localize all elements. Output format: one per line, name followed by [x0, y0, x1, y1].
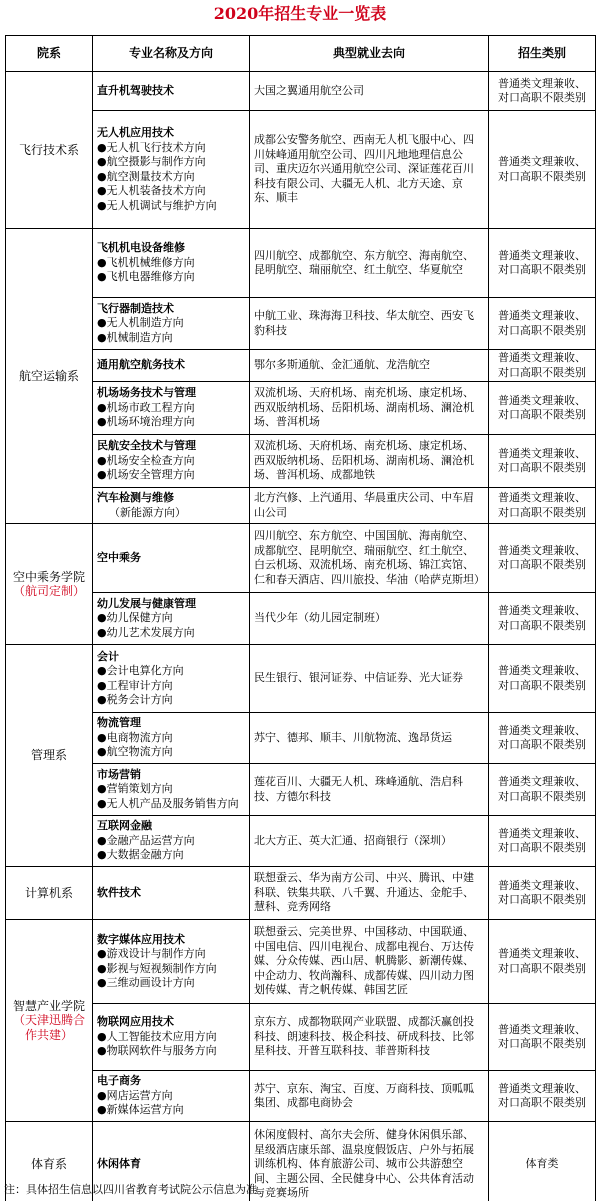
category-line: 对口高职不限类别: [498, 91, 586, 104]
category-line: 对口高职不限类别: [498, 961, 586, 975]
category-line: 普通类文理兼收、: [498, 446, 586, 460]
category-line: 普通类文理兼收、: [498, 723, 586, 737]
table-row: [6, 645, 596, 713]
category-line: 普通类文理兼收、: [498, 947, 586, 960]
jobs-cell: 休闲度假村、高尔夫会所、健身休闲俱乐部、星级酒店康乐部、温泉度假饭店、户外与拓展训练机构、体育旅游公司、城市公共游憩空间、主题公园、全民健身中心、公共体育活动与竞赛场所: [250, 1122, 489, 1201]
category-cell: [489, 435, 596, 488]
major-direction: ● 网店运营方向: [97, 1089, 245, 1104]
category-line: 对口高职不限类别: [498, 365, 586, 379]
category-line: 对口高职不限类别: [498, 461, 586, 474]
category-line: 普通类文理兼收、: [498, 155, 586, 168]
table-row: [6, 72, 596, 111]
major-name: 飞机机电设备维修: [97, 241, 185, 255]
major-direction: ● 幼儿艺术发展方向: [97, 626, 245, 641]
major-direction: ● 影视与短视频制作方向: [97, 962, 245, 977]
category-line: 普通类文理兼收、: [498, 76, 586, 90]
major-name: 互联网金融: [97, 819, 152, 833]
major-direction: ● 大数据金融方向: [97, 848, 245, 863]
major-direction: ● 机场安全管理方向: [97, 468, 245, 483]
category-line: 对口高职不限类别: [498, 618, 586, 632]
category-cell: [489, 72, 596, 111]
header-jobs: 典型就业去向: [250, 36, 489, 72]
major-cell: [93, 382, 250, 435]
major-direction: ● 无人机产品及服务销售方向: [97, 797, 245, 812]
enrollment-table: [5, 35, 596, 1201]
jobs-cell: 中航工业、珠海海卫科技、华太航空、西安飞豹科技: [250, 298, 489, 350]
category-cell: [489, 1071, 596, 1122]
major-direction: ● 金融产品运营方向: [97, 834, 245, 849]
major-direction: ● 航空测量技术方向: [97, 170, 245, 185]
jobs-cell: 当代少年（幼儿园定制班）: [250, 593, 489, 645]
major-name: 无人机应用技术: [97, 126, 174, 139]
table-row: [6, 524, 596, 593]
major-direction: ● 无人机装备技术方向: [97, 184, 245, 199]
category-line: 普通类文理兼收、: [498, 248, 586, 262]
table-body: [6, 72, 596, 1201]
major-direction: ● 机场环境治理方向: [97, 415, 245, 430]
major-direction: ● 幼儿保健方向: [97, 611, 245, 626]
footnote: 注：具体招生信息以四川省教育考试院公示信息为准。: [4, 1183, 268, 1196]
department-note: （航司定制）: [12, 584, 85, 598]
category-cell: [489, 229, 596, 298]
major-cell: [93, 1004, 250, 1071]
major-cell: [93, 645, 250, 713]
major-cell: [93, 867, 250, 920]
table-row: [6, 593, 596, 645]
department-name: 空中乘务学院: [12, 569, 85, 584]
page-title: 2020年招生专业一览表: [213, 4, 387, 23]
jobs-cell: 苏宁、德邦、顺丰、川航物流、逸昂货运: [250, 713, 489, 764]
department-cell: [6, 867, 93, 920]
jobs-cell: 双流机场、天府机场、南充机场、康定机场、西双版纳机场、岳阳机场、湖南机场、澜沧机场、普洱机场: [250, 382, 489, 435]
table-row: [6, 1071, 596, 1122]
category-cell: [489, 764, 596, 816]
department-cell: [6, 72, 93, 229]
table-row: [6, 713, 596, 764]
major-name: 汽车检测与维修: [97, 491, 174, 504]
category-line: 普通类文理兼收、: [498, 664, 586, 677]
major-direction: ● 无人机制造方向: [97, 316, 245, 331]
jobs-cell: 京东方、成都物联网产业联盟、成都沃赢创投科技、朗速科技、极企科技、研成科技、比邻星科技、开普互联科技、菲普斯科技: [250, 1004, 489, 1071]
major-direction: ● 税务会计方向: [97, 693, 245, 708]
major-direction: ● 三维动画设计方向: [97, 976, 245, 991]
table-row: [6, 1004, 596, 1071]
category-line: 普通类文理兼收、: [498, 1022, 586, 1036]
category-cell: [489, 524, 596, 593]
category-line: 普通类文理兼收、: [498, 543, 586, 557]
category-line: 对口高职不限类别: [498, 678, 586, 692]
major-direction: ● 游戏设计与制作方向: [97, 947, 245, 962]
jobs-cell: 北大方正、英大汇通、招商银行（深圳）: [250, 816, 489, 867]
major-cell: [93, 350, 250, 382]
category-cell: [489, 488, 596, 524]
category-line: 普通类文理兼收、: [498, 826, 586, 840]
table-row: [6, 229, 596, 298]
category-cell: [489, 867, 596, 920]
major-cell: [93, 435, 250, 488]
category-line: 对口高职不限类别: [498, 738, 586, 751]
major-direction-note: （新能源方向）: [109, 505, 186, 519]
department-name: 航空运输系: [18, 368, 79, 383]
table-row: [6, 488, 596, 524]
table-header-row: [6, 36, 596, 72]
category-line: 普通类文理兼收、: [498, 491, 586, 504]
major-cell: [93, 488, 250, 524]
major-direction: ● 人工智能技术应用方向: [97, 1030, 245, 1045]
table-row: [6, 350, 596, 382]
major-direction: ● 飞机电器维修方向: [97, 270, 245, 285]
major-name: 直升机驾驶技术: [97, 83, 174, 97]
major-direction: ● 电商物流方向: [97, 731, 245, 746]
category-line: 对口高职不限类别: [498, 893, 586, 906]
category-line: 对口高职不限类别: [498, 558, 586, 571]
major-direction: ● 航空摄影与制作方向: [97, 155, 245, 170]
department-name: 计算机系: [24, 885, 73, 900]
table-row: [6, 816, 596, 867]
department-note: （天津迅腾合作共建）: [12, 1013, 85, 1042]
jobs-cell: 四川航空、成都航空、东方航空、海南航空、昆明航空、瑞丽航空、红土航空、华夏航空: [250, 229, 489, 298]
major-name: 电子商务: [97, 1074, 141, 1088]
major-name: 软件技术: [97, 885, 141, 899]
major-direction: ● 工程审计方向: [97, 679, 245, 694]
major-cell: [93, 72, 250, 111]
category-line: 对口高职不限类别: [498, 323, 586, 337]
major-name: 幼儿发展与健康管理: [97, 596, 196, 610]
category-line: 对口高职不限类别: [498, 263, 586, 276]
category-line: 对口高职不限类别: [498, 841, 586, 854]
major-name: 物流管理: [97, 716, 141, 730]
table-row: [6, 920, 596, 1004]
header-major: 专业名称及方向: [93, 36, 250, 72]
department-name: 智慧产业学院: [12, 998, 85, 1013]
category-line: 普通类文理兼收、: [498, 351, 586, 364]
category-line: 普通类文理兼收、: [498, 393, 586, 407]
category-line: 对口高职不限类别: [498, 1037, 586, 1050]
major-name: 休闲体育: [97, 1157, 141, 1171]
major-name: 市场营销: [97, 767, 141, 781]
jobs-cell: 北方汽修、上汽通用、华晨重庆公司、中车眉山公司: [250, 488, 489, 524]
department-cell: [6, 645, 93, 867]
category-line: 对口高职不限类别: [498, 1096, 586, 1109]
major-direction: ● 机场安全检查方向: [97, 454, 245, 469]
jobs-cell: 联想蚕云、完美世界、中国移动、中国联通、中国电信、四川电视台、成都电视台、万达传媒、分众传媒、西山居、帆腾影、新潮传媒、中企动力、牧尚瀚科、成都传媒、四川动力图划传媒、青之帆传媒、韩国艺匠: [250, 920, 489, 1004]
major-cell: [93, 1071, 250, 1122]
category-cell: [489, 111, 596, 229]
category-cell: [489, 382, 596, 435]
category-cell: [489, 350, 596, 382]
jobs-cell: 民生银行、银河证券、中信证券、光大证券: [250, 645, 489, 713]
category-line: 对口高职不限类别: [498, 408, 586, 421]
major-cell: [93, 298, 250, 350]
major-direction: ● 新媒体运营方向: [97, 1103, 245, 1118]
category-line: 普通类文理兼收、: [498, 309, 586, 322]
major-direction: ● 营销策划方向: [97, 782, 245, 797]
category-line: 普通类文理兼收、: [498, 1081, 586, 1095]
major-name: 通用航空航务技术: [97, 358, 185, 372]
major-cell: [93, 920, 250, 1004]
major-cell: [93, 111, 250, 229]
table-row: [6, 867, 596, 920]
jobs-cell: 成都公安警务航空、西南无人机飞服中心、四川妹峰通用航空公司、四川凡地地理信息公司、重庆迈尔兴通用航空公司、深证莲花百川科技有限公司、大疆无人机、北方天途、京东、顺丰: [250, 111, 489, 229]
header-department: 院系: [6, 36, 93, 72]
major-cell: [93, 593, 250, 645]
jobs-cell: 联想蚕云、华为南方公司、中兴、腾讯、中建科联、铁集共联、八千翼、升通达、金舵手、慧科、竞秀网络: [250, 867, 489, 920]
table-row: [6, 382, 596, 435]
jobs-cell: 双流机场、天府机场、南充机场、康定机场、西双版纳机场、岳阳机场、湖南机场、澜沧机场、普洱机场、成都地铁: [250, 435, 489, 488]
major-direction: ● 会计电算化方向: [97, 664, 245, 679]
department-cell: [6, 524, 93, 645]
category-cell: [489, 1004, 596, 1071]
major-name: 物联网应用技术: [97, 1015, 174, 1029]
major-name: 机场场务技术与管理: [97, 386, 196, 400]
department-name: 体育系: [30, 1157, 67, 1172]
category-cell: [489, 816, 596, 867]
major-name: 飞行器制造技术: [97, 301, 174, 315]
jobs-cell: 四川航空、东方航空、中国国航、海南航空、成都航空、昆明航空、瑞丽航空、红土航空、白云机场、双流机场、南充机场、锦江宾馆、仁和春天酒店、四川旅投、华油（哈萨克斯坦）: [250, 524, 489, 593]
major-cell: [93, 764, 250, 816]
category-line: 对口高职不限类别: [498, 169, 586, 183]
major-name: 空中乘务: [97, 550, 141, 564]
major-direction: ● 机场市政工程方向: [97, 401, 245, 416]
major-cell: [93, 229, 250, 298]
major-direction: ● 机械制造方向: [97, 331, 245, 346]
category-line: 普通类文理兼收、: [498, 604, 586, 617]
major-cell: [93, 816, 250, 867]
major-direction: ● 无人机调试与维护方向: [97, 199, 245, 214]
department-name: 管理系: [30, 748, 67, 763]
category-cell: [489, 645, 596, 713]
category-line: 普通类文理兼收、: [498, 775, 586, 788]
major-name: 会计: [97, 649, 119, 663]
table-row: [6, 298, 596, 350]
major-cell: [93, 713, 250, 764]
jobs-cell: 苏宁、京东、淘宝、百度、万商科技、顶呱呱集团、成都电商协会: [250, 1071, 489, 1122]
category-cell: [489, 713, 596, 764]
category-line: 体育类: [525, 1157, 559, 1171]
table-row: [6, 435, 596, 488]
department-cell: [6, 229, 93, 524]
major-direction: ● 飞机机械维修方向: [97, 256, 245, 271]
major-cell: [93, 524, 250, 593]
category-cell: [489, 298, 596, 350]
major-direction: ● 航空物流方向: [97, 745, 245, 760]
table-row: [6, 764, 596, 816]
jobs-cell: 大国之翼通用航空公司: [250, 72, 489, 111]
category-line: 对口高职不限类别: [498, 505, 586, 519]
department-cell: [6, 920, 93, 1122]
category-line: 对口高职不限类别: [498, 789, 586, 803]
jobs-cell: 莲花百川、大疆无人机、珠峰通航、浩启科技、方德尔科技: [250, 764, 489, 816]
header-category: 招生类别: [489, 36, 596, 72]
category-cell: [489, 1122, 596, 1201]
department-name: 飞行技术系: [18, 142, 79, 157]
jobs-cell: 鄂尔多斯通航、金汇通航、龙浩航空: [250, 350, 489, 382]
category-cell: [489, 920, 596, 1004]
table-row: [6, 111, 596, 229]
major-name: 民航安全技术与管理: [97, 439, 196, 453]
major-name: 数字媒体应用技术: [97, 932, 185, 946]
category-line: 普通类文理兼收、: [498, 878, 586, 892]
major-direction: ● 无人机飞行技术方向: [97, 141, 245, 156]
category-cell: [489, 593, 596, 645]
major-direction: ● 物联网软件与服务方向: [97, 1044, 245, 1059]
